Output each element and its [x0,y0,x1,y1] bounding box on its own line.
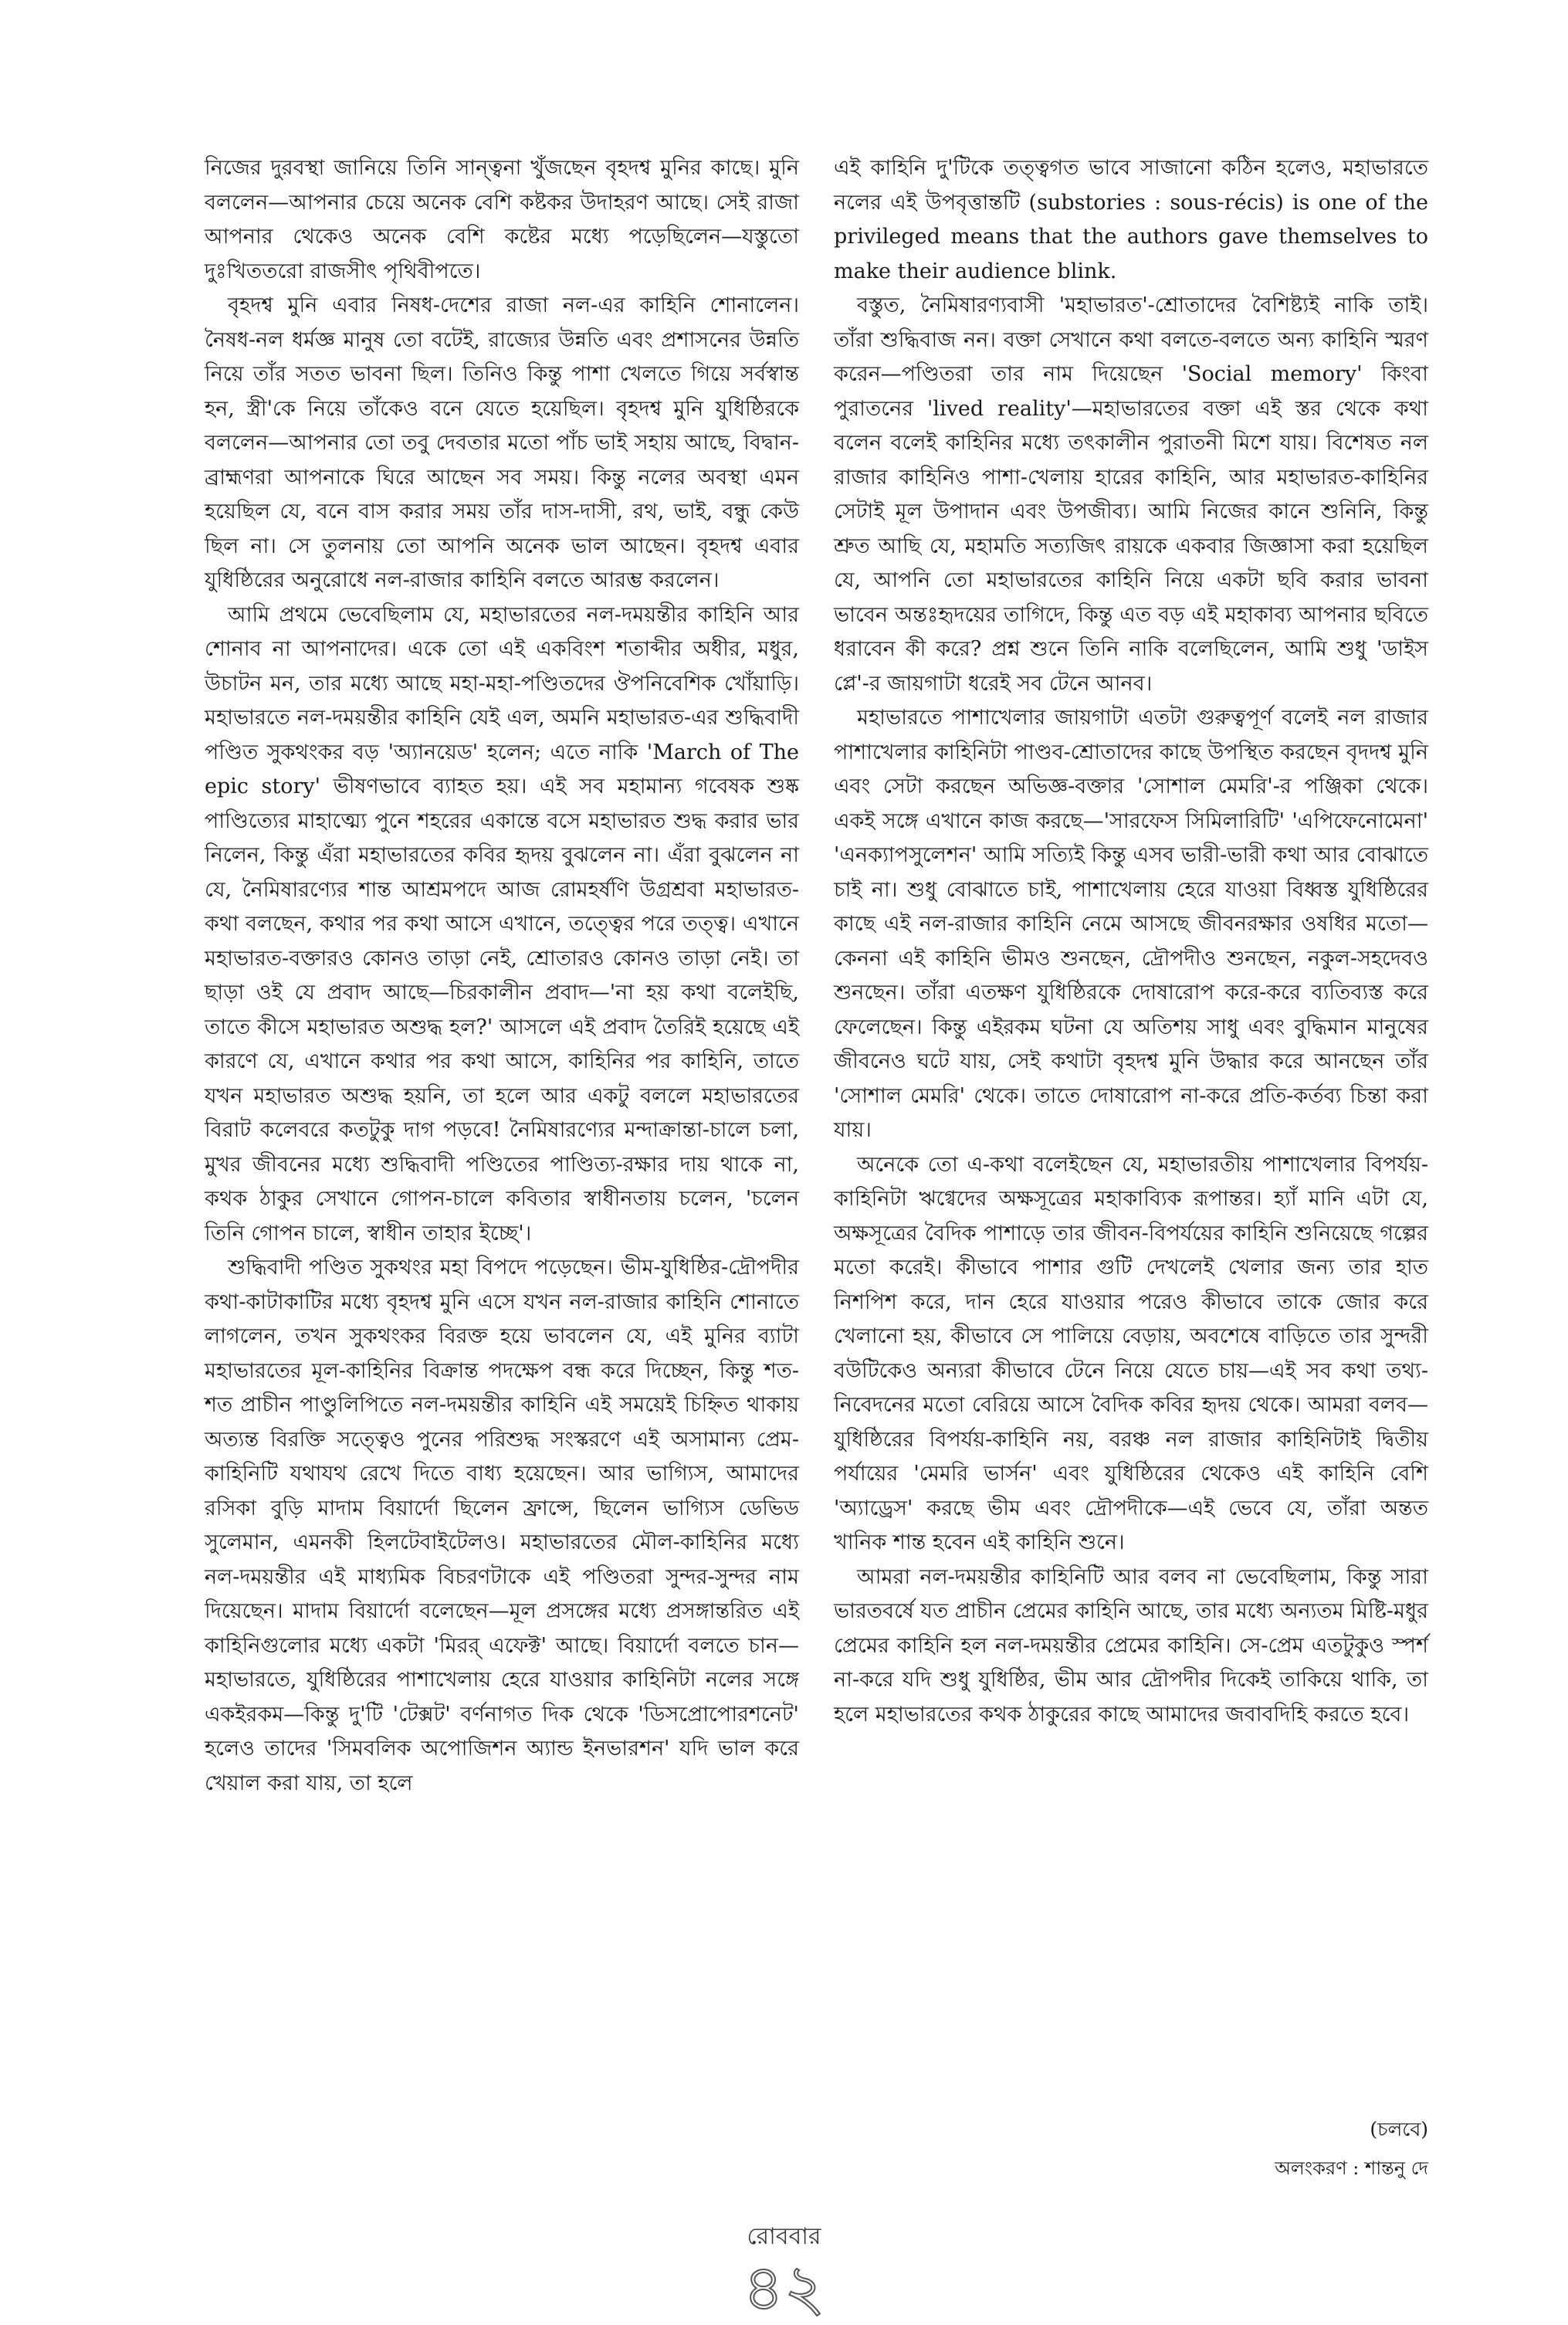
paragraph: আমরা নল-দময়ন্তীর কাহিনিটি আর বলব না ভেবেছিলাম, কিন্তু সারা ভারতবর্ষে যত প্রাচীন প্রেমের কাহিনি আছে, তার মধ্যে অন্যতম মিষ্টি-মধুর প্রেমের কাহিনি হল নল-দময়ন্তীর প্রেমের কাহিনি। সে-প্রেম এতটুকুও স্পর্শ না-করে যদি শুধু যুধিষ্ঠির, ভীম আর দ্রৌপদীর দিকেই তাকিয়ে থাকি, তা হলে মহাভারতের কথক ঠাকুরের কাছে আমাদের জবাবদিহি করতে হবে। [834,1564,1428,1727]
left-text-column [205,151,799,1801]
magazine-name: রোববার [747,2223,821,2250]
paragraph: বস্তুত, নৈমিষারণ্যবাসী 'মহাভারত'-শ্রোতাদের বৈশিষ্ট্যই নাকি তাই। তাঁরা শুদ্ধিবাজ নন। বক্তা সেখানে কথা বলতে-বলতে অন্য কাহিনি স্মরণ করেন—পণ্ডিতরা তার নাম দিয়েছেন 'Social memory' কিংবা পুরাতনের 'lived reality'—মহাভারতের বক্তা এই স্তর থেকে কথা বলেন বলেই কাহিনির মধ্যে তৎকালীন পুরাতনী মিশে যায়। বিশেষত নল রাজার কাহিনিও পাশা-খেলায় হারের কাহিনি, আর মহাভারত-কাহিনির সেটাই মূল উপাদান এবং উপজীব্য। আমি নিজের কানে শুনিনি, কিন্তু শ্রুত আছি যে, মহামতি সত্যজিৎ রায়কে একবার জিজ্ঞাসা করা হয়েছিল যে, আপনি তো মহাভারতের কাহিনি নিয়ে একটা ছবি করার ভাবনা ভাবেন অন্তঃহৃদয়ের তাগিদে, কিন্তু এত বড় এই মহাকাব্য আপনার ছবিতে ধরাবেন কী করে? প্রশ্ন শুনে তিনি নাকি বলেছিলেন, আমি শুধু 'ডাইস প্লে'-র জায়গাটা ধরেই সব টেনে আনব। [834,293,1428,696]
page-number: ৪২ [743,2252,825,2325]
right-text-column [834,151,1428,1732]
paragraph: শুদ্ধিবাদী পণ্ডিত সুকথংর মহা বিপদে পড়েছেন। ভীম-যুধিষ্ঠির-দ্রৌপদীর কথা-কাটাকাটির মধ্যে বৃহদশ্ব মুনি এসে যখন নল-রাজার কাহিনি শোনাতে লাগলেন, তখন সুকথংকর বিরক্ত হয়ে ভাবলেন যে, এই মুনির ব্যাটা মহাভারতের মূল-কাহিনির বিক্রান্ত পদক্ষেপ বন্ধ করে দিচ্ছেন, কিন্তু শত-শত প্রাচীন পাণ্ডুলিপিতে নল-দময়ন্তীর কাহিনি এই সময়েই চিহ্নিত থাকায় অত্যন্ত বিরক্তি সত্ত্বেও পুনের পরিশুদ্ধ সংস্করণে এই অসামান্য প্রেম-কাহিনিটি যথাযথ রেখে দিতে বাধ্য হয়েছেন। আর ভাগ্যিস, আমাদের রসিকা বুড়ি মাদাম বিয়ার্দো ছিলেন ফ্রান্সে, ছিলেন ভাগ্যিস ডেভিড সুলেমান, এমনকী হিলটেবাইটেলও। মহাভারতের মৌল-কাহিনির মধ্যে নল-দময়ন্তীর এই মাধ্যমিক বিচরণটাকে এই পণ্ডিতরা সুন্দর-সুন্দর নাম দিয়েছেন। মাদাম বিয়ার্দো বলেছেন—মূল প্রসঙ্গের মধ্যে প্রসঙ্গান্তরিত এই কাহিনিগুলোর মধ্যে একটা 'মিরর্ এফেক্ট' আছে। বিয়ার্দো বলতে চান—মহাভারতে, যুধিষ্ঠিরের পাশাখেলায় হেরে যাওয়ার কাহিনিটা নলের সঙ্গে একইরকম—কিন্তু দু'টি 'টেক্সট' বর্ণনাগত দিক থেকে 'ডিসপ্রোপোরশনেট' হলেও তাদের 'সিমবলিক অপোজিশন অ্যান্ড ইনভারশন' যদি ভাল করে খেয়াল করা যায়, তা হলে [205,1256,799,1795]
paragraph: এই কাহিনি দু'টিকে তত্ত্বগত ভাবে সাজানো কঠিন হলেও, মহাভারতে নলের এই উপবৃত্তান্তটি (substories : sous-récis) is one of the privileged means that the authors gave themselves to make their audience blink. [834,156,1428,283]
to-be-continued-note: (চলবে) [1370,2118,1428,2140]
paragraph: মহাভারতে পাশাখেলার জায়গাটা এতটা গুরুত্বপূর্ণ বলেই নল রাজার পাশাখেলার কাহিনিটা পাণ্ডব-শ্রোতাদের কাছে উপস্থিত করছেন বৃদদশ্ব মুনি এবং সেটা করছেন অভিজ্ঞ-বক্তার 'সোশাল মেমরি'-র পঞ্জিকা থেকে। একই সঙ্গে এখানে কাজ করছে—'সারফেস সিমিলারিটি' 'এপিফেনোমেনা' 'এনক্যাপসুলেশন' আমি সত্যিই কিন্তু এসব ভারী-ভারী কথা আর বোঝাতে চাই না। শুধু বোঝাতে চাই, পাশাখেলায় হেরে যাওয়া বিধ্বস্ত যুধিষ্ঠিরের কাছে এই নল-রাজার কাহিনি নেমে আসছে জীবনরক্ষার ওষধির মতো—কেননা এই কাহিনি ভীমও শুনছেন, দ্রৌপদীও শুনছেন, নকুল-সহদেবও শুনছেন। তাঁরা এতক্ষণ যুধিষ্ঠিরকে দোষারোপ করে-করে ব্যতিব্যস্ত করে ফেলেছেন। কিন্তু এইরকম ঘটনা যে অতিশয় সাধু এবং বুদ্ধিমান মানুষের জীবনেও ঘটে যায়, সেই কথাটা বৃহদশ্ব মুনি উদ্ধার করে আনছেন তাঁর 'সোশাল মেমরি' থেকে। তাতে দোষারোপ না-করে প্রতি-কর্তব্য চিন্তা করা যায়। [834,706,1428,1142]
paragraph: নিজের দুরবস্থা জানিয়ে তিনি সান্ত্বনা খুঁজছেন বৃহদশ্ব মুনির কাছে। মুনি বললেন—আপনার চেয়ে অনেক বেশি কষ্টকর উদাহরণ আছে। সেই রাজা আপনার থেকেও অনেক বেশি কষ্টের মধ্যে পড়েছিলেন—যস্তুতো দুঃখিততরো রাজসীৎ পৃথিবীপতে। [205,156,799,283]
illustration-credit: অলংকরণ : শান্তনু দে [1275,2157,1428,2179]
page-footer [0,2218,1568,2325]
paragraph: অনেকে তো এ-কথা বলেইছেন যে, মহাভারতীয় পাশাখেলার বিপর্যয়-কাহিনিটা ঋগ্বেদের অক্ষসূত্রের মহাকাব্যিক রূপান্তর। হ্যাঁ মানি এটা যে, অক্ষসূত্রের বৈদিক পাশাড়ে তার জীবন-বিপর্যয়ের কাহিনি শুনিয়েছে গল্পের মতো করেই। কীভাবে পাশার গুটি দেখলেই খেলার জন্য তার হাত নিশপিশ করে, দান হেরে যাওয়ার পরেও কীভাবে তাকে জোর করে খেলানো হয়, কীভাবে সে পালিয়ে বেড়ায়, অবশেষে বাড়িতে তার সুন্দরী বউটিকেও অন্যরা কীভাবে টেনে নিয়ে যেতে চায়—এই সব কথা তথ্য-নিবেদনের মতো বেরিয়ে আসে বৈদিক কবির হৃদয় থেকে। আমরা বলব—যুধিষ্ঠিরের বিপর্যয়-কাহিনি নয়, বরঞ্চ নল রাজার কাহিনিটাই দ্বিতীয় পর্যায়ের 'মেমরি ভার্সন' এবং যুধিষ্ঠিরের থেকেও এই কাহিনি বেশি 'অ্যাড্রেস' করছে ভীম এবং দ্রৌপদীকে—এই ভেবে যে, তাঁরা অন্তত খানিক শান্ত হবেন এই কাহিনি শুনে। [834,1152,1428,1554]
paragraph: বৃহদশ্ব মুনি এবার নিষধ-দেশের রাজা নল-এর কাহিনি শোনালেন। নৈষধ-নল ধর্মজ্ঞ মানুষ তো বটেই, রাজ্যের উন্নতি এবং প্রশাসনের উন্নতি নিয়ে তাঁর সতত ভাবনা ছিল। তিনিও কিন্তু পাশা খেলতে গিয়ে সর্বস্বান্ত হন, স্ত্রী'কে নিয়ে তাঁকেও বনে যেতে হয়েছিল। বৃহদশ্ব মুনি যুধিষ্ঠিরকে বললেন—আপনার তো তবু দেবতার মতো পাঁচ ভাই সহায় আছে, বিদ্বান-ব্রাহ্মণরা আপনাকে ঘিরে আছেন সব সময়। কিন্তু নলের অবস্থা এমন হয়েছিল যে, বনে বাস করার সময় তাঁর দাস-দাসী, রথ, ভাই, বন্ধু কেউ ছিল না। সে তুলনায় তো আপনি অনেক ভাল আছেন। বৃহদশ্ব এবার যুধিষ্ঠিরের অনুরোধে নল-রাজার কাহিনি বলতে আরম্ভ করলেন। [205,293,799,592]
paragraph: আমি প্রথমে ভেবেছিলাম যে, মহাভারতের নল-দময়ন্তীর কাহিনি আর শোনাব না আপনাদের। একে তো এই একবিংশ শতাব্দীর অধীর, মধুর, উচাটন মন, তার মধ্যে আছে মহা-মহা-পণ্ডিতদের ঔপনিবেশিক খোঁয়াড়ি। মহাভারতে নল-দময়ন্তীর কাহিনি যেই এল, অমনি মহাভারত-এর শুদ্ধিবাদী পণ্ডিত সুকথংকর বড় 'অ্যানয়েড' হলেন; এতে নাকি 'March of The epic story' ভীষণভাবে ব্যাহত হয়। এই সব মহামান্য গবেষক শুষ্ক পাণ্ডিত্যের মাহাত্ম্যে পুনে শহরের একান্তে বসে মহাভারত শুদ্ধ করার ভার নিলেন, কিন্তু এঁরা মহাভারতের কবির হৃদয় বুঝলেন না। এঁরা বুঝলেন না যে, নৈমিষারণ্যের শান্ত আশ্রমপদে আজ রোমহর্ষণি উগ্রশ্রবা মহাভারত-কথা বলছেন, কথার পর কথা আসে এখানে, তত্ত্বের পরে তত্ত্ব। এখানে মহাভারত-বক্তারও কোনও তাড়া নেই, শ্রোতারও কোনও তাড়া নেই। তা ছাড়া ওই যে প্রবাদ আছে—চিরকালীন প্রবাদ—'না হয় কথা বলেইছি, তাতে কীসে মহাভারত অশুদ্ধ হল?' আসলে এই প্রবাদ তৈরিই হয়েছে এই কারণে যে, এখানে কথার পর কথা আসে, কাহিনির পর কাহিনি, তাতে যখন মহাভারত অশুদ্ধ হয়নি, তা হলে আর একটু বললে মহাভারতের বিরাট কলেবরে কতটুকু দাগ পড়বে! নৈমিষারণ্যের মন্দাক্রান্তা-চালে চলা, মুখর জীবনের মধ্যে শুদ্ধিবাদী পণ্ডিতের পাণ্ডিত্য-রক্ষার দায় থাকে না, কথক ঠাকুর সেখানে গোপন-চালে কবিতার স্বাধীনতায় চলেন, 'চলেন তিনি গোপন চালে, স্বাধীন তাহার ইচ্ছে'। [205,602,799,1246]
